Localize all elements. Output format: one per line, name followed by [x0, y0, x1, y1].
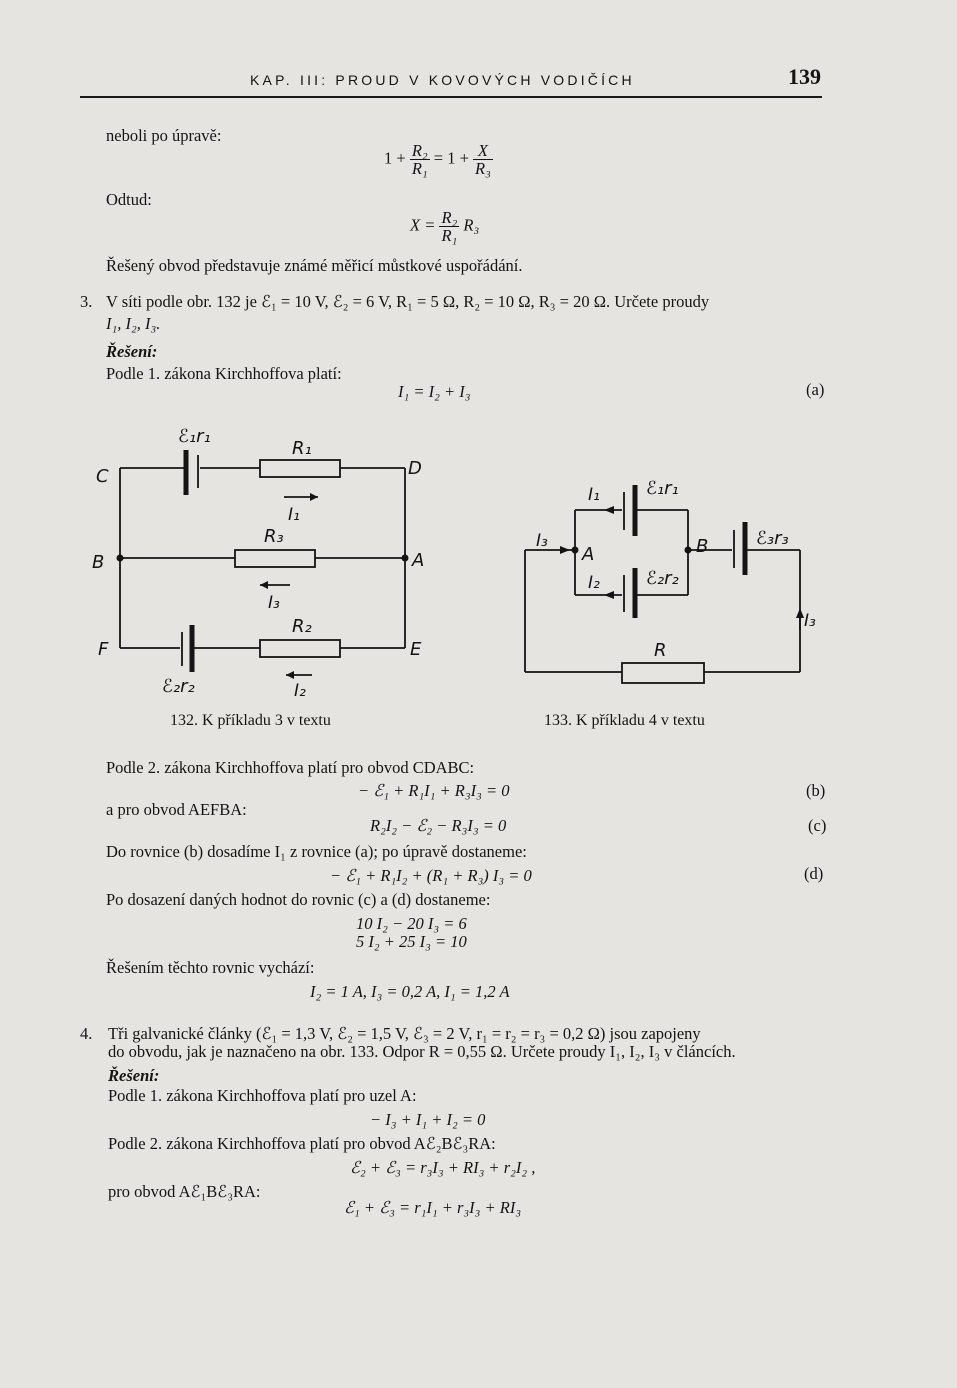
problem4-equation-3: ℰ₁ + ℰ₃ = r₁I₁ + r₃I₃ + RI₃ [344, 1198, 522, 1217]
eq1-one: 1 + [384, 148, 406, 168]
label-e2r2: ℰ₂r₂ [646, 568, 679, 589]
equation-b-tag: (b) [806, 781, 826, 800]
label-i3: I₃ [268, 593, 280, 613]
substitute-text: Do rovnice (b) dosadíme I₁ z rovnice (a); po úpravě dostaneme: [106, 842, 527, 861]
fraction-x-r3 [473, 142, 493, 177]
page-number: 139 [788, 64, 821, 89]
node-label-c: C [96, 466, 109, 487]
equation-d-tag: (d) [804, 864, 824, 883]
equation-bridge-ratio [384, 142, 493, 177]
figure-133-circuit [500, 460, 830, 700]
node-label-b: B [92, 552, 105, 573]
node-label-d: D [408, 458, 422, 479]
problem4-solution-label: Řešení: [108, 1066, 160, 1085]
problem4-line2: do obvodu, jak je naznačeno na obr. 133. Odpor R = 0,55 Ω. Určete proudy I₁, I₂, I₃ v článcích. [108, 1042, 736, 1061]
node-label-a: A [412, 550, 425, 571]
result-text: Řešením těchto rovnic vychází: [106, 958, 315, 977]
system-equation-2: 5 I₂ + 25 I₃ = 10 [356, 932, 467, 951]
problem3-line1: V síti podle obr. 132 je ℰ₁ = 10 V, ℰ₂ = 6 V, R₁ = 5 Ω, R₂ = 10 Ω, R₃ = 20 Ω. Určete proudy [106, 292, 710, 311]
label-e2r2: ℰ₂r₂ [162, 676, 195, 697]
label-i2: I₂ [294, 681, 306, 701]
node-label-a: A [582, 544, 595, 565]
eq2-right: R₃ [463, 215, 480, 235]
fraction-r2-r1-b [439, 209, 459, 244]
fraction-denominator: R₁ [411, 159, 428, 178]
system-equation-1: 10 I₂ − 20 I₃ = 6 [356, 914, 467, 933]
problem3-line2: I₁, I₂, I₃. [106, 314, 161, 333]
label-i3: I₃ [536, 531, 548, 551]
fraction-numerator: R₂ [411, 141, 428, 160]
equation-d: − ℰ₁ + R₁I₂ + (R₁ + R₃) I₃ = 0 [330, 866, 532, 885]
label-i2: I₂ [588, 573, 600, 593]
eq1-mid: = 1 + [433, 148, 469, 168]
figure-132-caption: 132. K příkladu 3 v textu [170, 712, 331, 729]
node-label-e: E [410, 639, 422, 660]
problem4-line1: Tři galvanické články (ℰ₁ = 1,3 V, ℰ₂ = 1,5 V, ℰ₃ = 2 V, r₁ = r₂ = r₃ = 0,2 Ω) jsou zapojeny [108, 1024, 701, 1043]
label-e1r1: ℰ₁r₁ [646, 478, 679, 499]
eq2-left: X = [410, 215, 436, 235]
equation-b: − ℰ₁ + R₁I₁ + R₃I₃ = 0 [358, 781, 510, 800]
aefba-text: a pro obvod AEFBA: [106, 800, 247, 819]
problem4-law2: Podle 2. zákona Kirchhoffova platí pro obvod Aℰ₂Bℰ₃RA: [108, 1134, 496, 1153]
result-values: I₂ = 1 A, I₃ = 0,2 A, I₁ = 1,2 A [310, 982, 510, 1001]
label-i1: I₁ [288, 505, 300, 525]
label-i1: I₁ [588, 485, 600, 505]
problem4-circuit2-text: pro obvod Aℰ₁Bℰ₃RA: [108, 1182, 261, 1201]
label-i3-right: I₃ [804, 611, 816, 631]
problem4-number: 4. [80, 1024, 93, 1043]
running-title: KAP. III: PROUD V KOVOVÝCH VODIČÍCH [250, 72, 635, 88]
equation-x [410, 209, 479, 244]
node-label-f: F [98, 639, 109, 660]
label-r2: R₂ [292, 616, 312, 637]
fraction-numerator: X [473, 142, 493, 160]
problem4-law1: Podle 1. zákona Kirchhoffova platí pro uzel A: [108, 1086, 417, 1105]
values-text: Po dosazení daných hodnot do rovnic (c) a (d) dostaneme: [106, 890, 491, 909]
neboli-label: neboli po úpravě: [106, 126, 222, 145]
header-rule [80, 96, 822, 98]
problem3-law2: Podle 2. zákona Kirchhoffova platí pro obvod CDABC: [106, 758, 475, 777]
fraction-denominator: R₃ [475, 159, 491, 178]
equation-c-tag: (c) [808, 816, 827, 835]
problem4-equation-2: ℰ₂ + ℰ₃ = r₃I₃ + RI₃ + r₂I₂ , [350, 1158, 536, 1177]
fraction-numerator: R₂ [441, 208, 458, 227]
node-label-b: B [696, 536, 709, 557]
problem4-equation-1: − I₃ + I₁ + I₂ = 0 [370, 1110, 486, 1129]
fraction-denominator: R₁ [441, 226, 458, 245]
figure-132-circuit [80, 410, 450, 710]
figure-133-caption: 133. K příkladu 4 v textu [544, 712, 705, 729]
label-r: R [654, 640, 667, 661]
label-r3: R₃ [264, 526, 284, 547]
equation-a: I₁ = I₂ + I₃ [398, 382, 471, 401]
equation-a-tag: (a) [806, 380, 825, 399]
equation-c: R₂I₂ − ℰ₂ − R₃I₃ = 0 [370, 816, 507, 835]
label-e1r1: ℰ₁r₁ [178, 426, 211, 447]
problem3-law1: Podle 1. zákona Kirchhoffova platí: [106, 364, 342, 383]
problem3-solution-label: Řešení: [106, 342, 158, 361]
fraction-r2-r1 [410, 142, 430, 177]
label-e3r3: ℰ₃r₃ [756, 528, 789, 549]
label-r1: R₁ [292, 438, 312, 459]
conclusion-text: Řešený obvod představuje známé měřicí můstkové uspořádání. [106, 256, 523, 275]
odtud-label: Odtud: [106, 190, 152, 209]
problem3-number: 3. [80, 292, 93, 311]
